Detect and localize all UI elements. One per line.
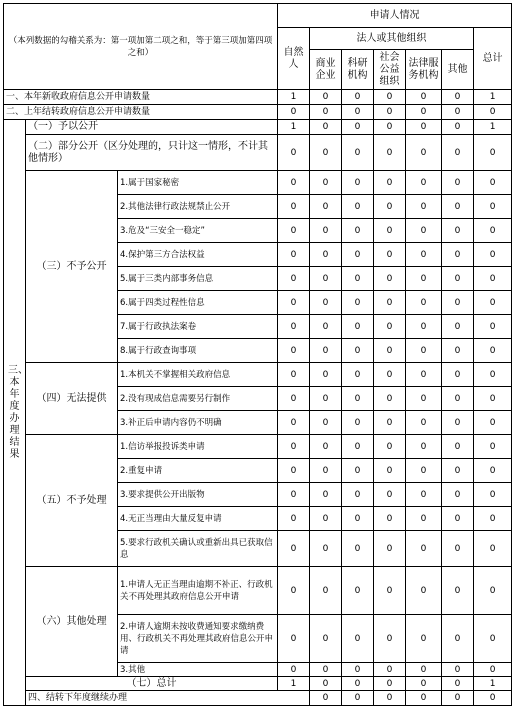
item-not-disclosed-8-value-2: 0 (342, 339, 374, 363)
item-not-disclosed-1-value-0: 0 (278, 171, 310, 195)
row-total-value-0: 1 (278, 677, 310, 691)
header-other: 其他 (442, 50, 474, 90)
item-not-processed-3-value-2: 0 (342, 483, 374, 507)
item-not-disclosed-4-value-6: 0 (474, 243, 512, 267)
row-carried-over-value-2: 0 (342, 105, 374, 120)
item-not-processed-5-value-4: 0 (406, 531, 442, 567)
item-unable-provide-1-value-6: 0 (474, 363, 512, 387)
item-not-disclosed-4-value-0: 0 (278, 243, 310, 267)
item-unable-provide-2-label: 2.没有现成信息需要另行制作 (118, 387, 278, 411)
item-not-disclosed-3-value-1: 0 (310, 219, 342, 243)
item-not-disclosed-6-value-6: 0 (474, 291, 512, 315)
item-not-disclosed-7-value-3: 0 (374, 315, 406, 339)
header-commercial: 商业企业 (310, 50, 342, 90)
item-not-disclosed-5-value-1: 0 (310, 267, 342, 291)
header-natural-person: 自然人 (278, 28, 310, 90)
item-other-processing-1-value-6: 0 (474, 567, 512, 615)
item-not-processed-1-value-0: 0 (278, 435, 310, 459)
table-row (4, 691, 512, 706)
row-total-label: （七）总计 (26, 677, 278, 691)
item-not-processed-3-value-1: 0 (310, 483, 342, 507)
row-partial-label: （二）部分公开（区分处理的，只计这一情形，不计其他情形） (26, 135, 278, 171)
item-other-processing-1-value-1: 0 (310, 567, 342, 615)
item-not-disclosed-3-value-2: 0 (342, 219, 374, 243)
item-other-processing-2-value-5: 0 (442, 615, 474, 663)
item-not-disclosed-3-value-6: 0 (474, 219, 512, 243)
item-not-disclosed-7-value-5: 0 (442, 315, 474, 339)
item-not-processed-4-label: 4.无正当理由大量反复申请 (118, 507, 278, 531)
item-not-processed-1-value-4: 0 (406, 435, 442, 459)
row-disclosed-value-2: 0 (342, 120, 374, 135)
item-not-processed-5-label: 5.要求行政机关确认或重新出具已获取信息 (118, 531, 278, 567)
item-not-disclosed-7-value-2: 0 (342, 315, 374, 339)
row-carry-forward-value-3: 0 (406, 691, 442, 706)
item-unable-provide-3-value-3: 0 (374, 411, 406, 435)
item-other-processing-1-value-5: 0 (442, 567, 474, 615)
item-not-processed-5-value-1: 0 (310, 531, 342, 567)
item-other-processing-3-value-2: 0 (342, 663, 374, 677)
item-unable-provide-1-value-2: 0 (342, 363, 374, 387)
item-not-processed-5-value-2: 0 (342, 531, 374, 567)
item-not-disclosed-5-value-4: 0 (406, 267, 442, 291)
row-carried-over-value-4: 0 (406, 105, 442, 120)
item-not-disclosed-8-value-0: 0 (278, 339, 310, 363)
item-not-disclosed-5-value-6: 0 (474, 267, 512, 291)
item-other-processing-3-value-1: 0 (310, 663, 342, 677)
item-not-disclosed-3-value-4: 0 (406, 219, 442, 243)
item-not-disclosed-6-value-5: 0 (442, 291, 474, 315)
item-other-processing-3-value-3: 0 (374, 663, 406, 677)
item-not-disclosed-1-value-4: 0 (406, 171, 442, 195)
item-not-processed-4-value-0: 0 (278, 507, 310, 531)
row-partial-value-0: 0 (278, 135, 310, 171)
item-not-processed-1-value-5: 0 (442, 435, 474, 459)
item-not-processed-4-value-1: 0 (310, 507, 342, 531)
table-row (4, 105, 512, 120)
item-other-processing-2-value-6: 0 (474, 615, 512, 663)
header-research: 科研机构 (342, 50, 374, 90)
item-not-disclosed-2-value-0: 0 (278, 195, 310, 219)
item-unable-provide-3-value-4: 0 (406, 411, 442, 435)
item-unable-provide-2-value-2: 0 (342, 387, 374, 411)
row-new-applications-value-1: 0 (310, 90, 342, 105)
item-other-processing-1-value-3: 0 (374, 567, 406, 615)
row-new-applications-value-2: 0 (342, 90, 374, 105)
item-not-disclosed-2-value-3: 0 (374, 195, 406, 219)
item-unable-provide-2-value-5: 0 (442, 387, 474, 411)
item-not-disclosed-8-value-3: 0 (374, 339, 406, 363)
item-other-processing-2-value-2: 0 (342, 615, 374, 663)
row-carry-forward-value-0: 0 (310, 691, 342, 706)
item-not-disclosed-4-value-1: 0 (310, 243, 342, 267)
item-not-disclosed-6-label: 6.属于四类过程性信息 (118, 291, 278, 315)
item-unable-provide-1-value-3: 0 (374, 363, 406, 387)
item-not-processed-5-value-0: 0 (278, 531, 310, 567)
item-not-disclosed-6-value-2: 0 (342, 291, 374, 315)
item-not-processed-2-label: 2.重复申请 (118, 459, 278, 483)
row-disclosed-value-5: 0 (442, 120, 474, 135)
row-total-value-6: 1 (474, 677, 512, 691)
item-not-disclosed-1-value-1: 0 (310, 171, 342, 195)
table-row (4, 435, 512, 459)
row-total-value-3: 0 (374, 677, 406, 691)
item-unable-provide-1-value-0: 0 (278, 363, 310, 387)
item-not-processed-4-value-6: 0 (474, 507, 512, 531)
item-not-disclosed-4-value-2: 0 (342, 243, 374, 267)
item-not-disclosed-8-label: 8.属于行政查询事项 (118, 339, 278, 363)
item-not-processed-3-value-5: 0 (442, 483, 474, 507)
item-not-processed-4-value-2: 0 (342, 507, 374, 531)
item-not-processed-2-value-0: 0 (278, 459, 310, 483)
item-unable-provide-3-value-1: 0 (310, 411, 342, 435)
row-disclosed-value-3: 0 (374, 120, 406, 135)
item-not-disclosed-1-value-2: 0 (342, 171, 374, 195)
row-carried-over-value-5: 0 (442, 105, 474, 120)
row-disclosed-value-6: 1 (474, 120, 512, 135)
row-disclosed-value-4: 0 (406, 120, 442, 135)
item-unable-provide-2-value-6: 0 (474, 387, 512, 411)
item-not-disclosed-7-label: 7.属于行政执法案卷 (118, 315, 278, 339)
item-not-processed-2-value-3: 0 (374, 459, 406, 483)
item-not-processed-4-value-3: 0 (374, 507, 406, 531)
item-not-disclosed-2-value-6: 0 (474, 195, 512, 219)
item-unable-provide-3-value-0: 0 (278, 411, 310, 435)
item-other-processing-2-label: 2.申请人逾期未按收费通知要求缴纳费用、行政机关不再处理其政府信息公开申请 (118, 615, 278, 663)
item-not-processed-2-value-4: 0 (406, 459, 442, 483)
item-other-processing-3-value-6: 0 (474, 663, 512, 677)
row-new-applications-value-3: 0 (374, 90, 406, 105)
item-not-processed-3-label: 3.要求提供公开出版物 (118, 483, 278, 507)
item-unable-provide-2-value-1: 0 (310, 387, 342, 411)
item-not-processed-1-value-6: 0 (474, 435, 512, 459)
item-unable-provide-2-value-4: 0 (406, 387, 442, 411)
table-row (4, 135, 512, 171)
row-new-applications-value-4: 0 (406, 90, 442, 105)
item-not-disclosed-4-value-3: 0 (374, 243, 406, 267)
item-not-disclosed-3-value-5: 0 (442, 219, 474, 243)
item-not-processed-3-value-4: 0 (406, 483, 442, 507)
item-not-disclosed-7-value-4: 0 (406, 315, 442, 339)
item-other-processing-2-value-4: 0 (406, 615, 442, 663)
item-unable-provide-3-value-2: 0 (342, 411, 374, 435)
item-not-processed-5-value-3: 0 (374, 531, 406, 567)
item-other-processing-1-label: 1.申请人无正当理由逾期不补正、行政机关不再处理其政府信息公开申请 (118, 567, 278, 615)
item-not-disclosed-3-value-3: 0 (374, 219, 406, 243)
item-not-disclosed-7-value-0: 0 (278, 315, 310, 339)
item-not-processed-2-value-1: 0 (310, 459, 342, 483)
item-not-processed-1-label: 1.信访举报投诉类申请 (118, 435, 278, 459)
item-not-processed-5-value-5: 0 (442, 531, 474, 567)
item-not-disclosed-1-label: 1.属于国家秘密 (118, 171, 278, 195)
item-not-disclosed-2-label: 2.其他法律行政法规禁止公开 (118, 195, 278, 219)
row-new-applications-value-0: 1 (278, 90, 310, 105)
row-disclosed-value-0: 1 (278, 120, 310, 135)
item-not-disclosed-2-value-5: 0 (442, 195, 474, 219)
row-total-value-5: 0 (442, 677, 474, 691)
header-legal-service: 法律服务机构 (406, 50, 442, 90)
item-not-disclosed-6-value-4: 0 (406, 291, 442, 315)
item-other-processing-2-value-3: 0 (374, 615, 406, 663)
table-row (4, 677, 512, 691)
item-not-processed-2-value-2: 0 (342, 459, 374, 483)
item-other-processing-1-value-2: 0 (342, 567, 374, 615)
item-not-disclosed-8-value-6: 0 (474, 339, 512, 363)
item-not-processed-3-value-6: 0 (474, 483, 512, 507)
item-not-disclosed-6-value-1: 0 (310, 291, 342, 315)
item-not-disclosed-5-value-5: 0 (442, 267, 474, 291)
item-not-disclosed-1-value-5: 0 (442, 171, 474, 195)
header-applicant: 申请人情况 (278, 4, 512, 28)
row-partial-value-3: 0 (374, 135, 406, 171)
item-not-disclosed-8-value-5: 0 (442, 339, 474, 363)
item-unable-provide-3-label: 3.补正后申请内容仍不明确 (118, 411, 278, 435)
item-not-disclosed-7-value-1: 0 (310, 315, 342, 339)
row-disclosed-label: （一）予以公开 (26, 120, 278, 135)
row-carry-forward-label: 四、结转下年度继续办理 (26, 691, 310, 706)
item-unable-provide-3-value-6: 0 (474, 411, 512, 435)
item-not-processed-1-value-3: 0 (374, 435, 406, 459)
item-not-processed-1-value-1: 0 (310, 435, 342, 459)
item-not-disclosed-1-value-6: 0 (474, 171, 512, 195)
item-not-disclosed-7-value-6: 0 (474, 315, 512, 339)
item-not-disclosed-5-value-0: 0 (278, 267, 310, 291)
item-not-disclosed-4-value-5: 0 (442, 243, 474, 267)
item-unable-provide-1-value-5: 0 (442, 363, 474, 387)
row-carried-over-label: 二、上年结转政府信息公开申请数量 (4, 105, 278, 120)
row-total-value-2: 0 (342, 677, 374, 691)
item-not-processed-3-value-3: 0 (374, 483, 406, 507)
row-carry-forward-value-2: 0 (374, 691, 406, 706)
row-carry-forward-value-4: 0 (442, 691, 474, 706)
row-carry-forward-value-5: 0 (474, 691, 512, 706)
item-not-disclosed-8-value-1: 0 (310, 339, 342, 363)
item-not-disclosed-3-value-0: 0 (278, 219, 310, 243)
item-not-disclosed-5-label: 5.属于三类内部事务信息 (118, 267, 278, 291)
table-row (4, 363, 512, 387)
group-other-processing-label: （六）其他处理 (26, 567, 118, 677)
table-row (4, 90, 512, 105)
row-partial-value-4: 0 (406, 135, 442, 171)
row-carried-over-value-3: 0 (374, 105, 406, 120)
item-not-disclosed-5-value-3: 0 (374, 267, 406, 291)
header-legal-org: 法人或其他组织 (310, 28, 474, 50)
item-not-disclosed-2-value-1: 0 (310, 195, 342, 219)
item-other-processing-1-value-0: 0 (278, 567, 310, 615)
item-not-disclosed-2-value-2: 0 (342, 195, 374, 219)
item-not-disclosed-2-value-4: 0 (406, 195, 442, 219)
item-not-processed-1-value-2: 0 (342, 435, 374, 459)
row-total-value-4: 0 (406, 677, 442, 691)
item-unable-provide-1-label: 1.本机关不掌握相关政府信息 (118, 363, 278, 387)
row-carry-forward-value-1: 0 (342, 691, 374, 706)
header-social: 社会公益组织 (374, 50, 406, 90)
row-total-value-1: 0 (310, 677, 342, 691)
table-row (4, 567, 512, 615)
header-total: 总计 (474, 28, 512, 90)
item-unable-provide-2-value-3: 0 (374, 387, 406, 411)
table-row (4, 120, 512, 135)
row-new-applications-label: 一、本年新收政府信息公开申请数量 (4, 90, 278, 105)
row-carried-over-value-1: 0 (310, 105, 342, 120)
item-not-processed-2-value-6: 0 (474, 459, 512, 483)
section3-label: 三、本年度办理结果 (4, 120, 26, 706)
item-other-processing-3-value-0: 0 (278, 663, 310, 677)
item-not-processed-2-value-5: 0 (442, 459, 474, 483)
row-partial-value-2: 0 (342, 135, 374, 171)
item-not-disclosed-6-value-0: 0 (278, 291, 310, 315)
item-other-processing-3-value-5: 0 (442, 663, 474, 677)
item-not-disclosed-4-value-4: 0 (406, 243, 442, 267)
item-not-processed-5-value-6: 0 (474, 531, 512, 567)
table-row (4, 171, 512, 195)
group-unable-provide-label: （四）无法提供 (26, 363, 118, 435)
item-unable-provide-3-value-5: 0 (442, 411, 474, 435)
group-not-disclosed-label: （三）不予公开 (26, 171, 118, 363)
item-not-disclosed-5-value-2: 0 (342, 267, 374, 291)
item-not-disclosed-3-label: 3.危及“三安全一稳定” (118, 219, 278, 243)
item-not-disclosed-1-value-3: 0 (374, 171, 406, 195)
row-carried-over-value-0: 0 (278, 105, 310, 120)
group-not-processed-label: （五）不予处理 (26, 435, 118, 567)
item-other-processing-1-value-4: 0 (406, 567, 442, 615)
row-partial-value-6: 0 (474, 135, 512, 171)
item-not-processed-3-value-0: 0 (278, 483, 310, 507)
item-other-processing-3-value-4: 0 (406, 663, 442, 677)
item-other-processing-3-label: 3.其他 (118, 663, 278, 677)
item-not-disclosed-8-value-4: 0 (406, 339, 442, 363)
header-note: （本列数据的勾稽关系为：第一项加第二项之和，等于第三项加第四项之和） (4, 4, 278, 90)
item-unable-provide-1-value-1: 0 (310, 363, 342, 387)
row-partial-value-5: 0 (442, 135, 474, 171)
item-unable-provide-2-value-0: 0 (278, 387, 310, 411)
item-not-disclosed-6-value-3: 0 (374, 291, 406, 315)
item-unable-provide-1-value-4: 0 (406, 363, 442, 387)
row-new-applications-value-5: 0 (442, 90, 474, 105)
row-carried-over-value-6: 0 (474, 105, 512, 120)
item-not-disclosed-4-label: 4.保护第三方合法权益 (118, 243, 278, 267)
item-other-processing-2-value-1: 0 (310, 615, 342, 663)
item-not-processed-4-value-5: 0 (442, 507, 474, 531)
row-disclosed-value-1: 0 (310, 120, 342, 135)
item-not-processed-4-value-4: 0 (406, 507, 442, 531)
item-other-processing-2-value-0: 0 (278, 615, 310, 663)
statistics-table (3, 3, 512, 706)
row-new-applications-value-6: 1 (474, 90, 512, 105)
row-partial-value-1: 0 (310, 135, 342, 171)
